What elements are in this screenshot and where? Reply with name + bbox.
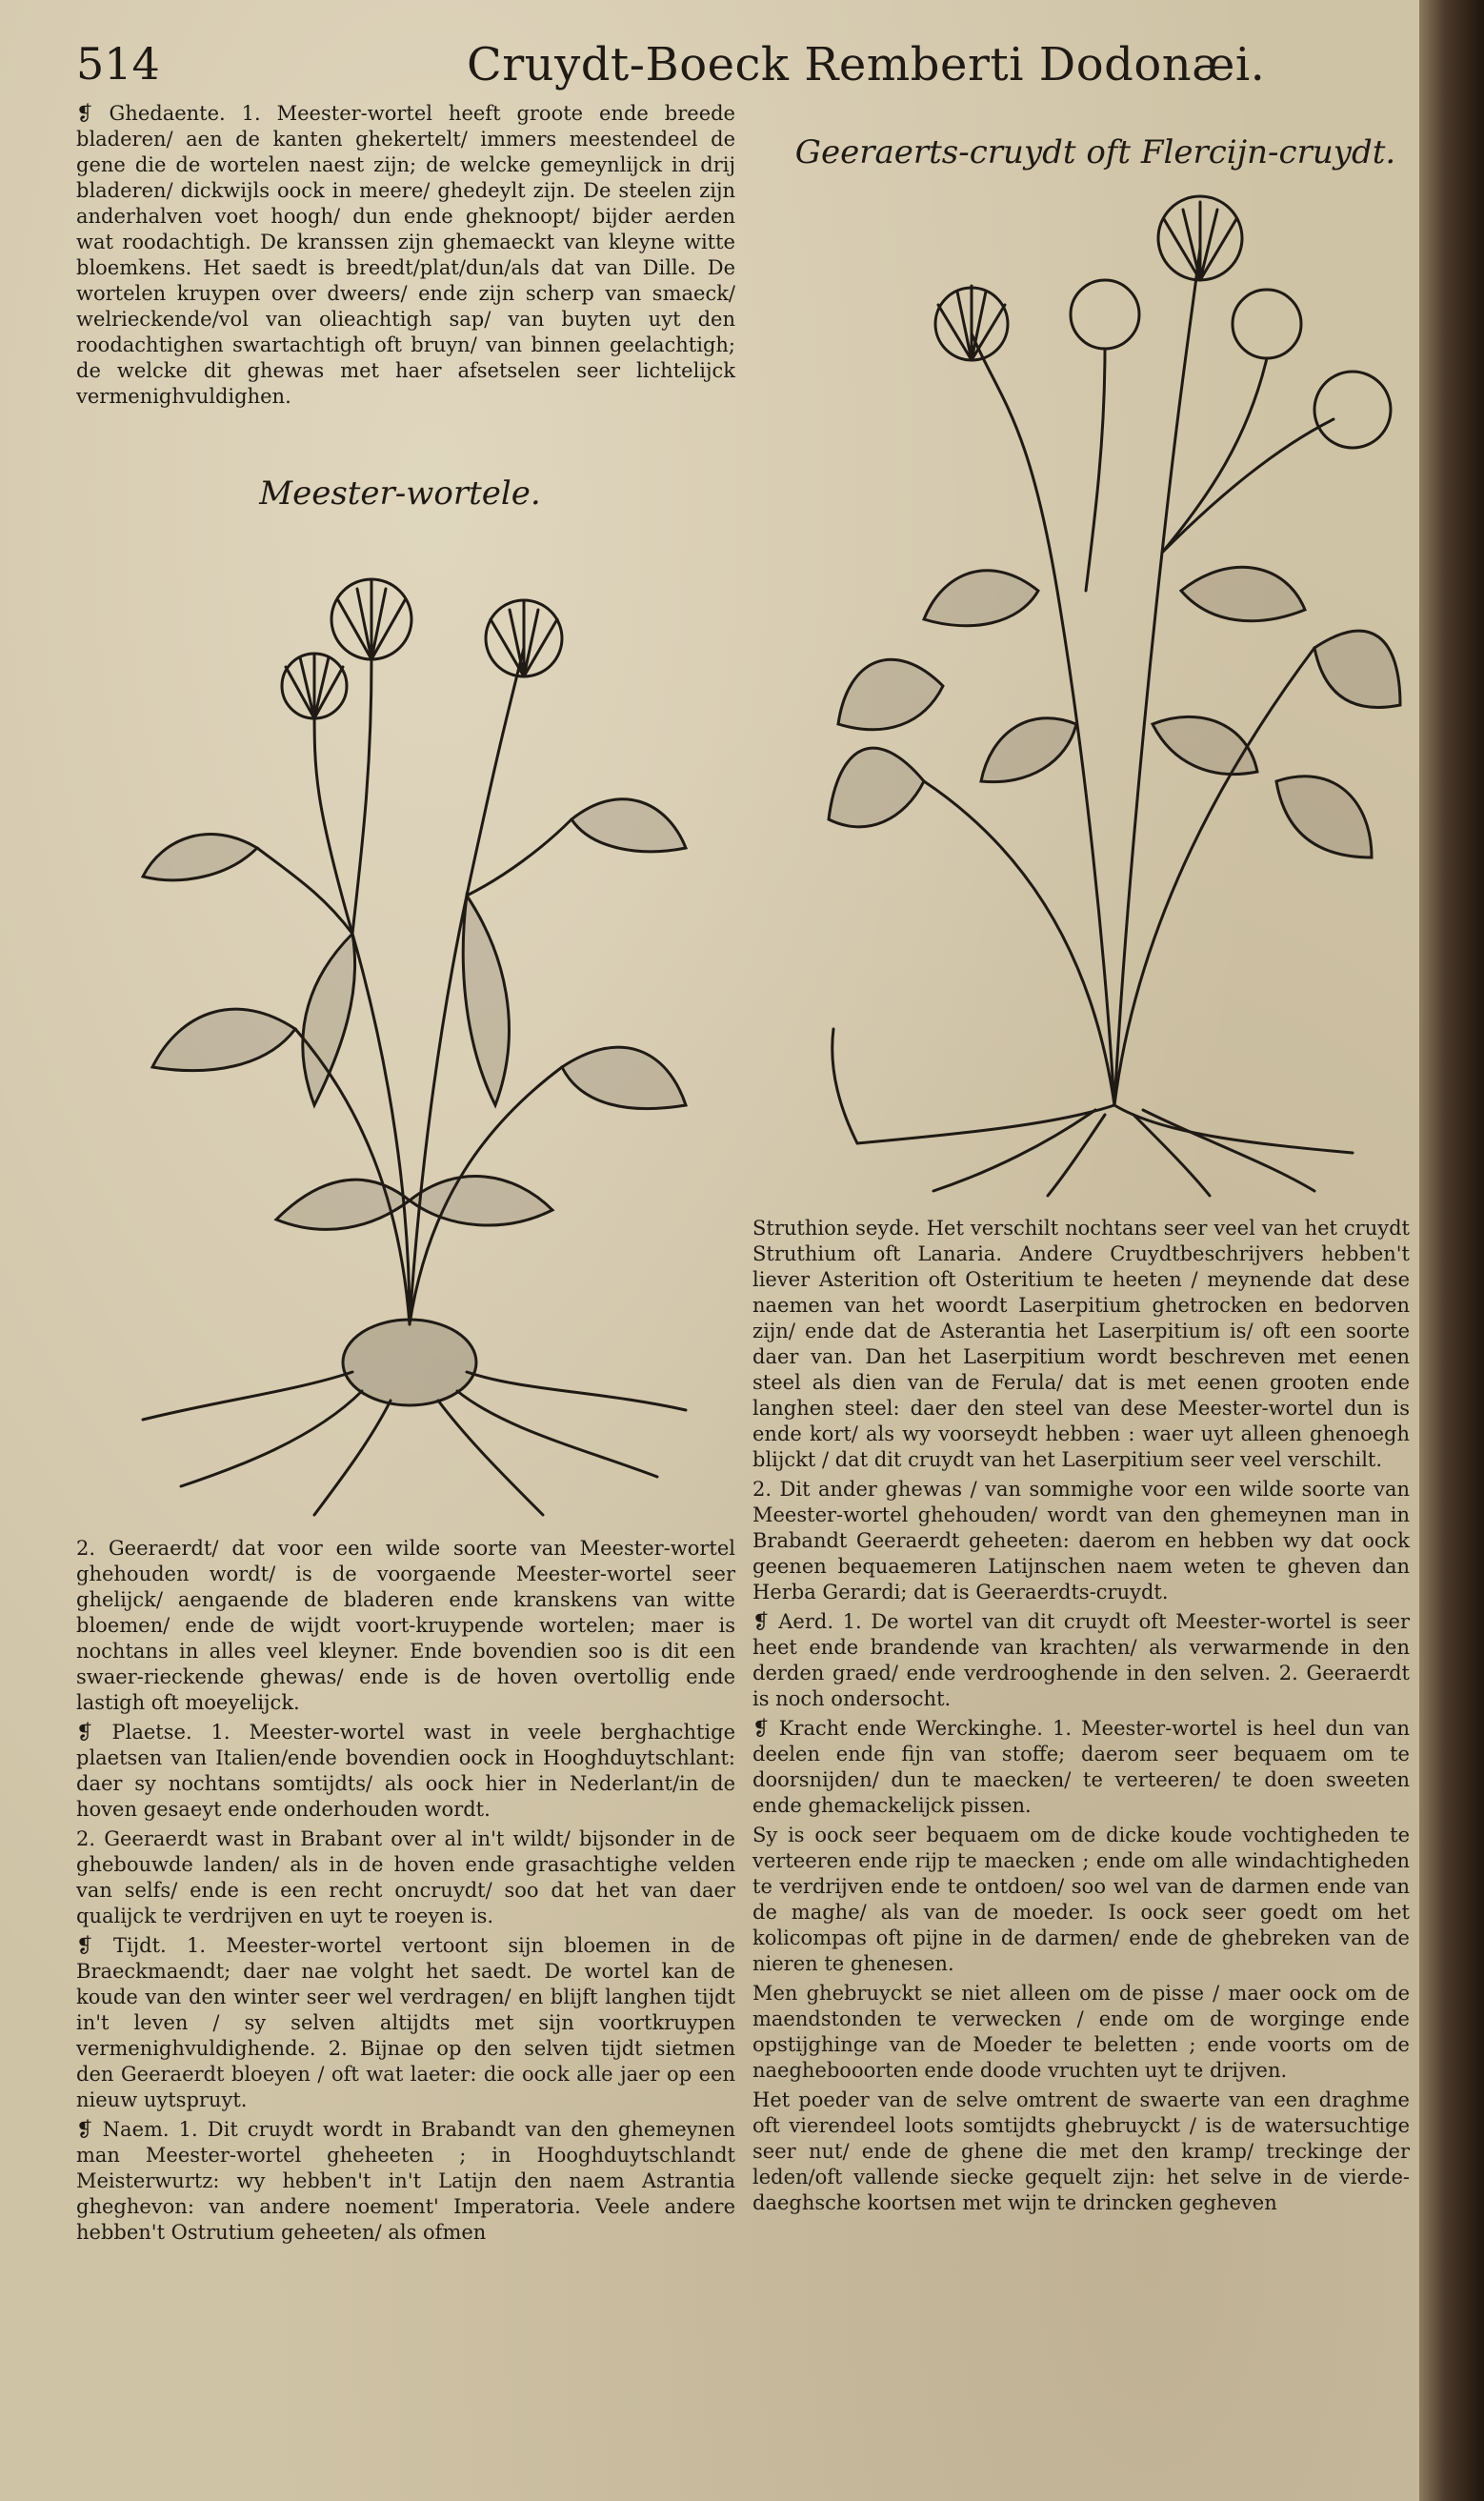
caption-meester-wortele: Meester-wortele. [259, 474, 541, 513]
left-column-bottom-text [76, 1536, 735, 2249]
naem-paragraph: ❡ Naem. 1. Dit cruydt wordt in Brabandt van den ghemeynen man Meester-wortel gheheeten ; in Hooghduytschlandt Meisterwurtz: wy hebben't in't Latijn den naem Astrantia gheghevon: van andere noement' Imperatoria. Veele andere hebben't Ostrutium geheeten/ als ofmen [76, 2118, 735, 2244]
aerd-paragraph: ❡ Aerd. 1. De wortel van dit cruydt oft Meester-wortel is seer heet ende brandende van krachten/ als verwarmende in den derden graed/ ende verdrooghende in den selven. 2. Geeraerdt is noch ondersocht. [752, 1610, 1410, 1710]
plaetse-paragraph-2: 2. Geeraerdt wast in Brabant over al in't wildt/ bijsonder in de ghebouwde landen/ als in de hoven ende grasachtighe velden van selfs/ ende is een recht oncruydt/ soo dat het van daer qualijck te verdrijven en uyt te roeyen is. [76, 1827, 735, 1927]
book-binding-gutter [1419, 0, 1484, 2501]
plaetse-paragraph: ❡ Plaetse. 1. Meester-wortel wast in veele berghachtige plaetsen van Italien/ende bovendien oock in Hooghduytschlant: daer sy nochtans somtijdts/ als oock hier in Nederlant/in de hoven gesaeyt ende onderhouden wordt. [76, 1721, 735, 1821]
left-column-top-text [76, 101, 735, 413]
kracht-paragraph-2: Sy is oock seer bequaem om de dicke koude vochtigheden te verteeren ende rijp te maecken ; ende om alle windachtigheden te verdrijven ende te ontdoen/ soo wel van de darmen ende van de maghe/ als van de moeder. Is oock seer goedt om het kolicompas oft pijne in de darmen/ ende de ghebreken van de nieren te ghenesen. [752, 1824, 1410, 1975]
page-number: 514 [76, 38, 160, 90]
geeraerdt-naem-paragraph: 2. Dit ander ghewas / van sommighe voor een wilde soorte van Meester-wortel ghehouden/ wordt van den ghemeynen man in Brabandt Geeraerdt geheeten: daerom en hebben wy dat oock geenen bequaemeren Latijnschen naem weten te gheven dan Herba Gerardi; dat is Geeraerdts-cruydt. [752, 1478, 1410, 1603]
kracht-paragraph-3: Men ghebruyckt se niet alleen om de pisse / maer oock om de maendstonden te verwecken / ende om de worginge ende opstijghinge van de Moeder te beletten ; ende voorts om de naeghebooorten ende doode vruchten uyt te drijven. [752, 1982, 1410, 2082]
page-header [76, 38, 1410, 95]
geeraerdt-description: 2. Geeraerdt/ dat voor een wilde soorte van Meester-wortel ghehouden wordt/ is de voorgaende Meester-wortel seer ghelijck/ aengaende de bladeren ende kranskens van witte bloemen/ ende de wijdt voort-kruypende wortelen; maer is nochtans in alles veel kleyner. Ende bovendien soo is dit een swaer-rieckende ghewas/ ende is de hoven overtollig ende lastigh oft moeyelijck. [76, 1537, 735, 1714]
woodcut-meester-wortel-illustration [124, 534, 705, 1524]
caption-geeraerts-cruydt: Geeraerts-cruydt oft Flercijn-cruydt. [794, 133, 1396, 171]
kracht-paragraph-4: Het poeder van de selve omtrent de swaerte van een draghme oft vierendeel loots somtijdts ghebruyckt / is de watersuchtige seer nut/ ende de ghene die met den kramp/ treckinge der leden/oft vallende siecke gequelt zijn: het selve in de vierde-daeghsche koortsen met wijn te drincken gegheven [752, 2088, 1410, 2214]
tijdt-paragraph: ❡ Tijdt. 1. Meester-wortel vertoont sijn bloemen in de Braeckmaendt; daer nae volght het saedt. De wortel kan de koude van den winter seer wel verdragen/ en blijft langhen tijdt in't leven / sy selven altijdts met sijn voortkruypen vermenighvuldighende. 2. Bijnae op den selven tijdt sietmen den Geeraerdt bloeyen / oft wat laeter: die oock alle jaer op een nieuw uytspruyt. [76, 1934, 735, 2111]
flower-umbel-icon [282, 654, 347, 718]
struthion-paragraph: Struthion seyde. Het verschilt nochtans seer veel van het cruydt Struthium oft Lanaria. Andere Cruydtbeschrijvers hebben't liever Asterition oft Osteritium te heeten / meynende dat dese naemen van het woordt Laserpitium ghetrocken en bedorven zijn/ ende dat de Asterantia het Laserpitium is/ oft een soorte daer van. Dan het Laserpitium wordt beschreven met eenen steel als dien van de Ferula/ dat is met eenen grooten ende langhen steel: daer den steel van dese Meester-wortel dun is ende kort/ als wy voorseydt hebben : waer uyt alleen ghenoegh blijckt / dat dit cruydt van het Laserpitium seer veel verschilt. [752, 1217, 1410, 1471]
running-title: Cruydt-Boeck Remberti Dodonæi. [467, 38, 1266, 91]
kracht-paragraph: ❡ Kracht ende Werckinghe. 1. Meester-wortel is heel dun van deelen ende fijn van stoffe; daerom seer bequaem om te doorsnijden/ dun te maecken/ te verteeren/ te doen sweeten ende ghemackelijck pissen. [752, 1717, 1410, 1817]
ghedaente-paragraph: ❡ Ghedaente. 1. Meester-wortel heeft groote ende breede bladeren/ aen de kanten ghekertelt/ immers meestendeel de gene die de wortelen naest zijn; de welcke gemeynlijck in drij bladeren/ dickwijls oock in meere/ ghedeylt zijn. De steelen zijn anderhalven voet hoogh/ dun ende gheknoopt/ bijder aerden wat roodachtigh. De kranssen zijn ghemaeckt van kleyne witte bloemkens. Het saedt is breedt/plat/dun/als dat van Dille. De wortelen kruypen over dweers/ ende zijn scherp van smaeck/ welrieckende/vol van olieachtigh sap/ van buyten uyt den roodachtighen swartachtigh oft bruyn/ van binnen geelachtigh; de welcke dit ghewas met haer afsetselen seer lichtelijck vermenighvuldighen. [76, 102, 735, 408]
right-column-bottom-text [752, 1216, 1410, 2220]
woodcut-geeraerts-cruydt-illustration [819, 191, 1410, 1200]
